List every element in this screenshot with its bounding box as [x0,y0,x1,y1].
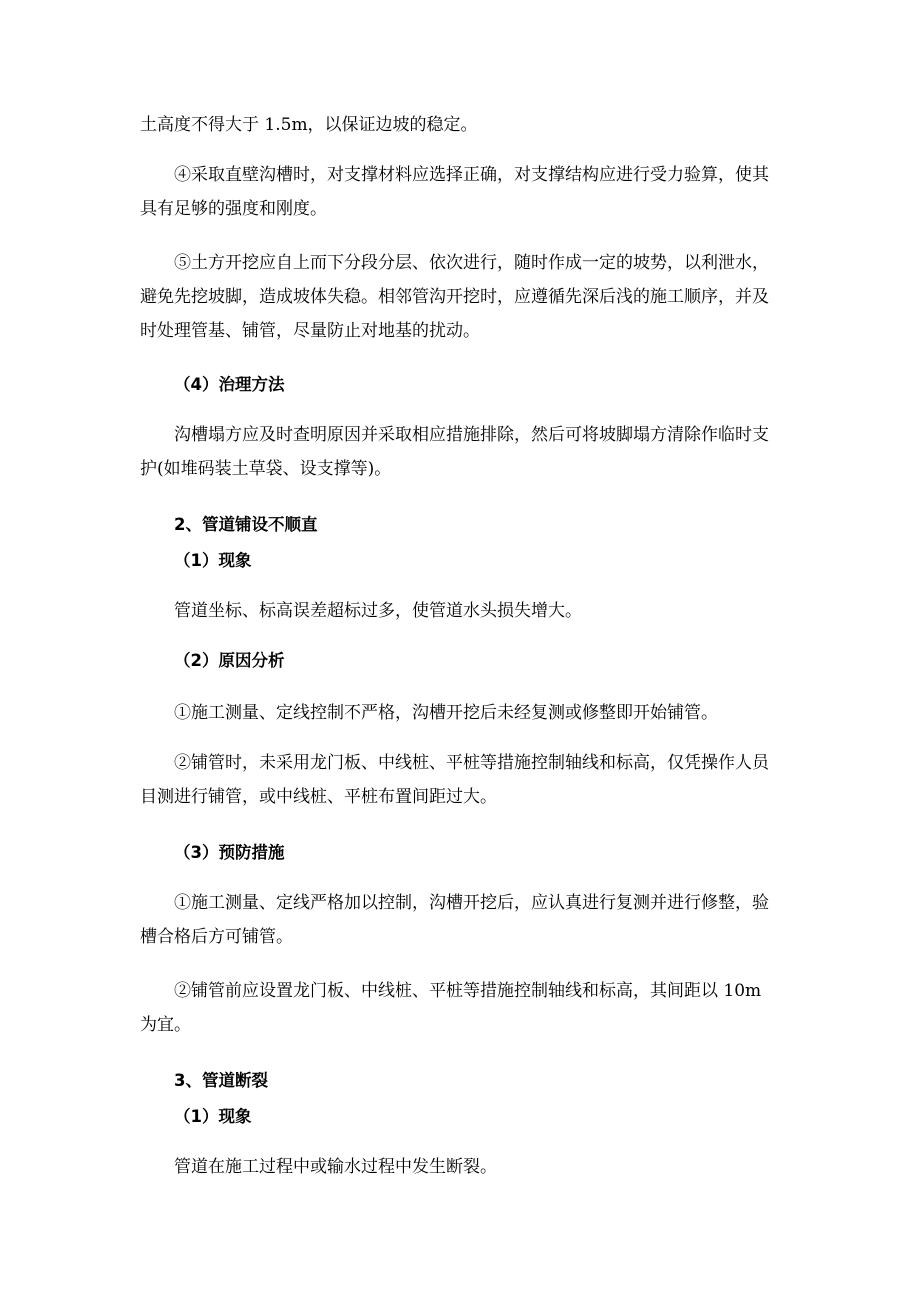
heading-section-2: 2、管道铺设不顺直 [174,515,318,534]
paragraph-phenomenon-3: 管道在施工过程中或输水过程中发生断裂。 [174,1157,497,1177]
heading-phenomenon-2: （1）现象 [174,551,252,570]
heading-prevention: （3）预防措施 [174,843,285,862]
paragraph-treatment: 沟槽塌方应及时查明原因并采取相应措施排除，然后可将坡脚塌方清除作临时支护(如堆码装土草袋、设支撑等)。 [140,425,769,479]
paragraph-measure-5: ⑤土方开挖应自上而下分段分层、依次进行，随时作成一定的坡势，以利泄水，避免先挖坡脚，造成坡体失稳。相邻管沟开挖时，应遵循先深后浅的施工顺序，并及时处理管基、铺管，尽量防止对地基的扰动。 [140,253,769,341]
heading-treatment-method: （4）治理方法 [174,375,285,394]
paragraph-cause-2: ②铺管时，未采用龙门板、中线桩、平桩等措施控制轴线和标高，仅凭操作人员目测进行铺管，或中线桩、平桩布置间距过大。 [140,753,769,807]
heading-phenomenon-3: （1）现象 [174,1107,252,1126]
paragraph-prevention-1: ①施工测量、定线严格加以控制，沟槽开挖后，应认真进行复测并进行修整，验槽合格后方可铺管。 [140,893,769,947]
paragraph-cause-1: ①施工测量、定线控制不严格，沟槽开挖后未经复测或修整即开始铺管。 [174,703,718,723]
heading-section-3: 3、管道断裂 [174,1071,268,1090]
paragraph-slope-height: 土高度不得大于 1.5m，以保证边坡的稳定。 [140,115,478,135]
heading-cause-analysis: （2）原因分析 [174,651,285,670]
paragraph-prevention-2: ②铺管前应设置龙门板、中线桩、平桩等措施控制轴线和标高，其间距以 10m 为宜。 [140,981,762,1035]
paragraph-measure-4: ④采取直壁沟槽时，对支撑材料应选择正确，对支撑结构应进行受力验算，使其具有足够的强度和刚度。 [140,165,769,219]
paragraph-phenomenon-2: 管道坐标、标高误差超标过多，使管道水头损失增大。 [174,601,582,621]
